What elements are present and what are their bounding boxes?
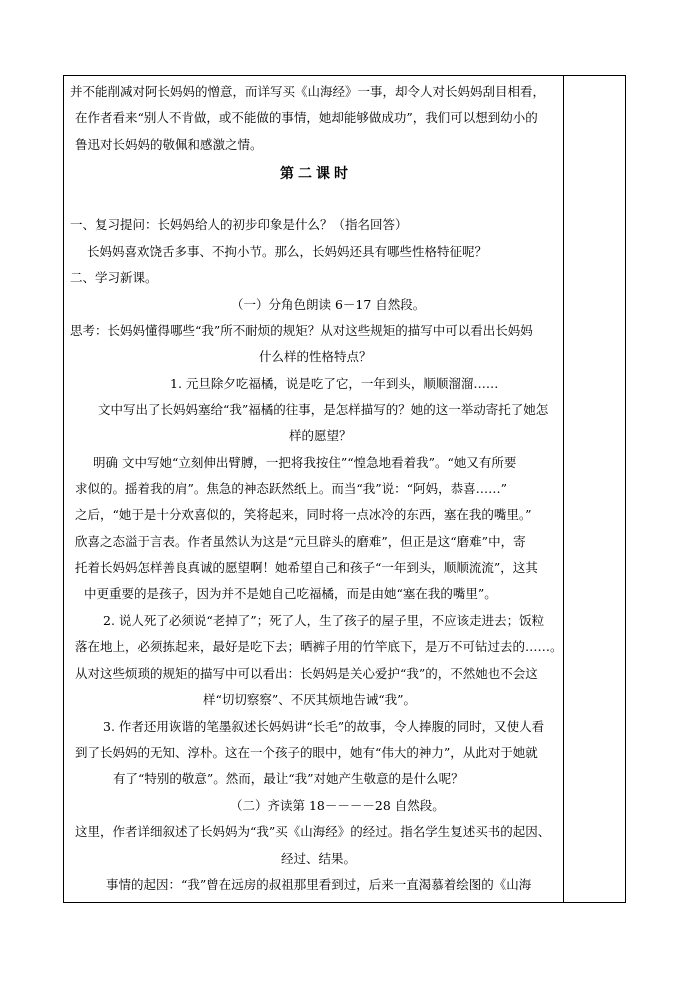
text-line: 有了“特别的敬意”。然而，最让“我”对她产生敬意的是什么呢？ [113,771,464,786]
text-line: （一）分角色朗读 6－17 自然段。 [231,297,426,312]
text-line: 到了长妈妈的无知、淳朴。这在一个孩子的眼中，她有“伟大的神力”，从此对于她就 [75,745,538,760]
text-line: 之后，“她于是十分欢喜似的，笑将起来，同时将一点冰冷的东西，塞在我的嘴里。” [75,507,532,522]
text-line: 明确 文中写她“立刻伸出臂膊，一把将我按住”“惶急地看着我”。“她又有所要 [93,455,517,470]
text-line: 落在地上，必须拣起来，最好是吃下去；晒裤子用的竹竿底下，是万不可钻过去的……。 [75,639,563,654]
text-line: 并不能削减对阿长妈妈的憎意，而详写买《山海经》一事，却令人对长妈妈刮目相看， [70,84,546,99]
text-line: 二、学习新课。 [70,270,158,285]
section-title: 第二课时 [280,166,352,182]
text-line: 欣喜之态溢于言表。作者虽然认为这是“元旦辟头的磨难”，但正是这“磨难”中，寄 [75,534,526,549]
table-column-divider [563,76,564,902]
lesson-plan-table [63,75,626,903]
text-line: 文中写出了长妈妈塞给“我”福橘的往事，是怎样描写的？她的这一举动寄托了她怎 [98,402,549,417]
text-line: 思考：长妈妈懂得哪些“我”所不耐烦的规矩？从对这些规矩的描写中可以看出长妈妈 [70,323,533,338]
text-line: 样“切切察察”、不厌其烦地告诫“我”。 [203,692,417,707]
text-line: 3. 作者还用诙谐的笔墨叙述长妈妈讲“长毛”的故事，令人捧腹的同时，又使人看 [103,719,545,734]
text-line: 中更重要的是孩子，因为并不是她自己吃福橘，而是由她“塞在我的嘴里”。 [84,586,497,601]
text-line: 2. 说人死了必须说“老掉了”；死了人，生了孩子的屋子里，不应该走进去；饭粒 [103,613,545,628]
text-line: 求似的。摇着我的肩”。焦急的神态跃然纸上。而当“我”说：“阿妈，恭喜……” [75,481,507,496]
text-line: 长妈妈喜欢饶舌多事、不拘小节。那么，长妈妈还具有哪些性格特征呢？ [87,244,488,259]
text-line: 样的愿望？ [289,428,352,443]
text-line: （二）齐读第 18－－－－28 自然段。 [230,798,445,813]
text-line: 事情的起因：“我”曾在远房的叔祖那里看到过，后来一直渴慕着绘图的《山海 [106,877,532,892]
text-line: 鲁迅对长妈妈的敬佩和感激之情。 [75,137,263,152]
text-line: 托着长妈妈怎样善良真诚的愿望啊！她希望自己和孩子“一年到头，顺顺流流”，这其 [75,560,538,575]
text-line: 在作者看来“别人不肯做，或不能做的事情，她却能够做成功”，我们可以想到幼小的 [75,110,538,125]
text-line: 一、复习提问：长妈妈给人的初步印象是什么？（指名回答） [70,217,408,232]
text-line: 经过、结果。 [281,851,357,866]
text-line: 这里，作者详细叙述了长妈妈为“我”买《山海经》的经过。指名学生复述买书的起因、 [75,824,551,839]
text-line: 1. 元旦除夕吃福橘，说是吃了它，一年到头，顺顺溜溜…… [170,376,499,391]
text-line: 从对这些烦琐的规矩的描写中可以看出：长妈妈是关心爱护“我”的，不然她也不会这 [75,666,538,681]
text-line: 什么样的性格特点？ [259,349,372,364]
